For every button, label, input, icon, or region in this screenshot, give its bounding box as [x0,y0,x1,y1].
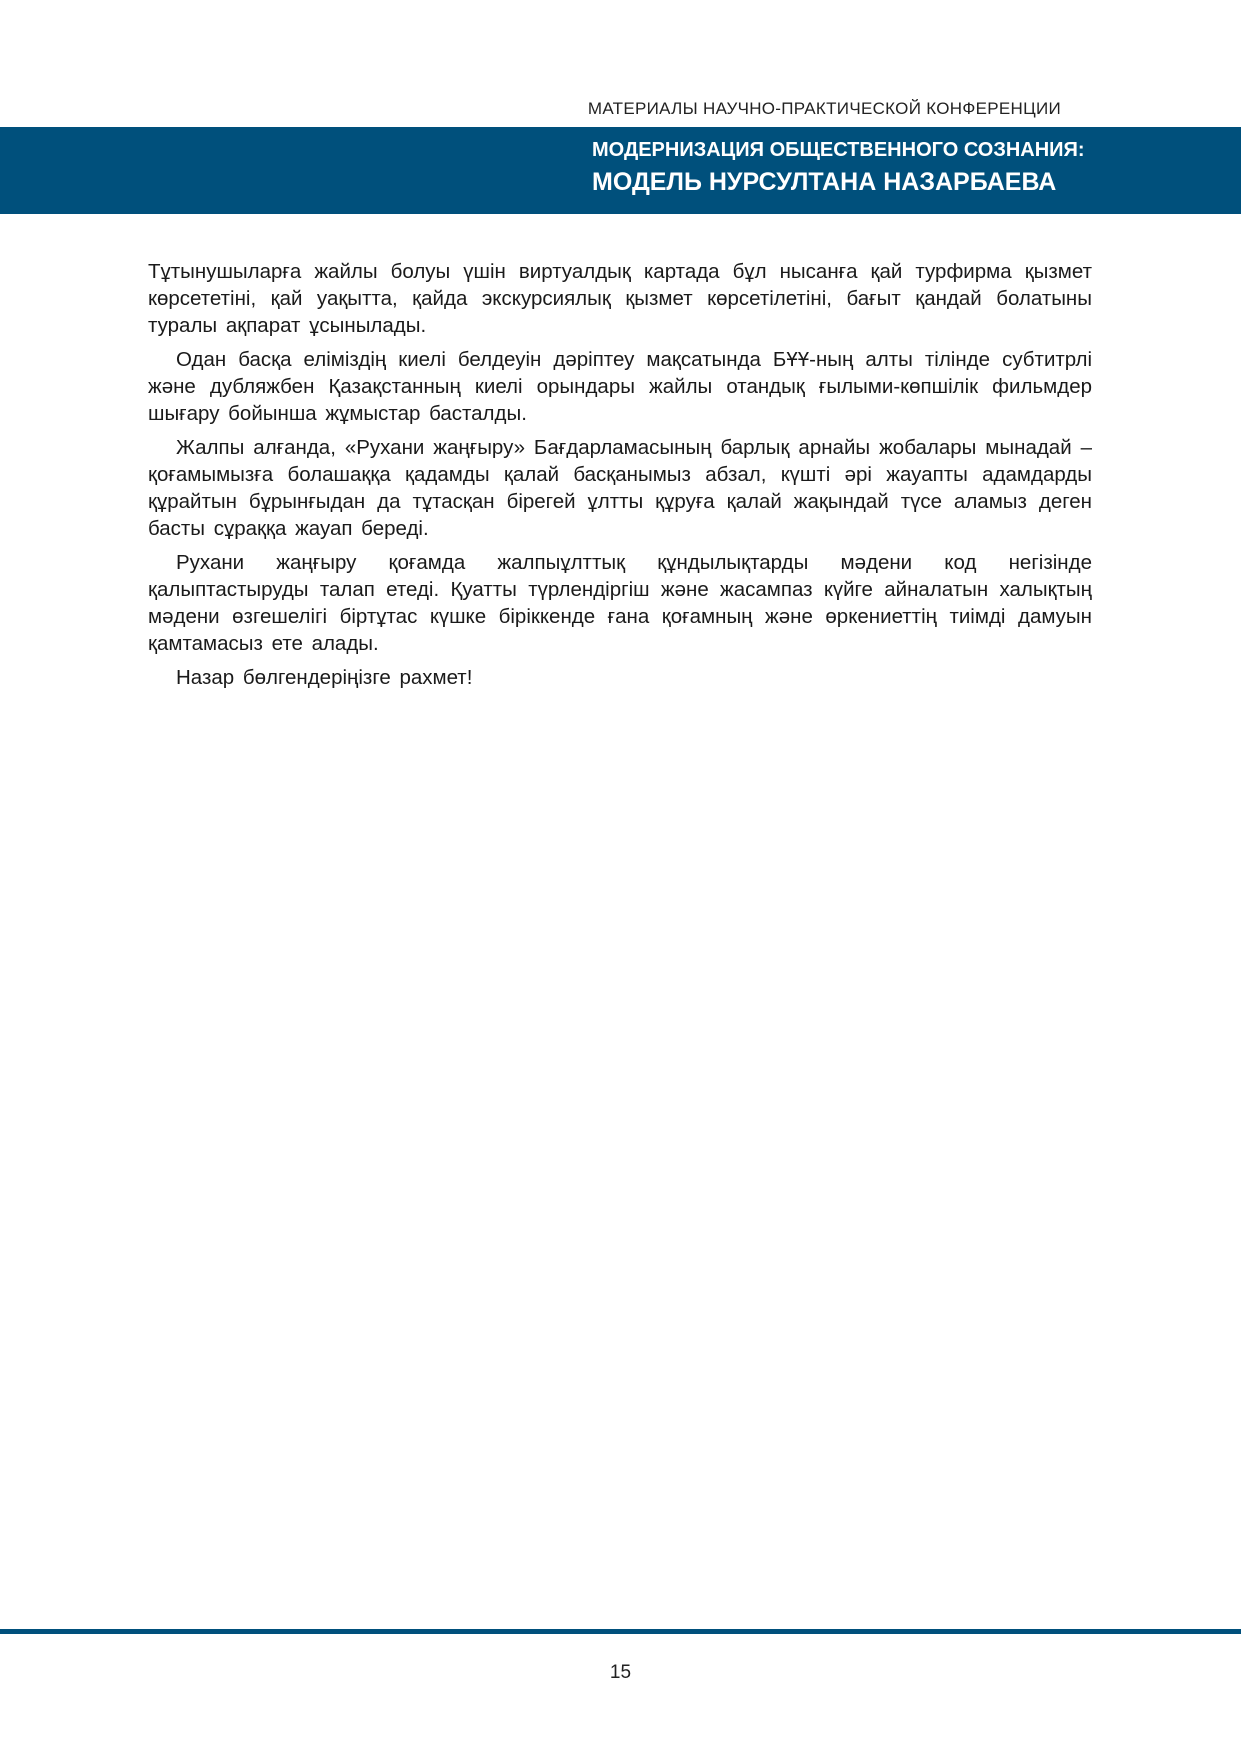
banner-title-line1: МОДЕРНИЗАЦИЯ ОБЩЕСТВЕННОГО СОЗНАНИЯ: [592,139,1085,161]
paragraph-4: Рухани жаңғыру қоғамда жалпыұлттық құндылықтарды мәдени код негізінде қалыптастыруды талап етеді. Қуатты түрлендіргіш және жасампаз күйге айналатын халықтың мәдени өзгешелігі біртұтас күшке біріккенде ғана қоғамның және өркениеттің тиімді дамуын қамтамасыз ете алады. [148,551,1092,655]
paragraph-3: Жалпы алғанда, «Рухани жаңғыру» Бағдарламасының барлық арнайы жобалары мынадай – қоғамымызға болашаққа қадамды қалай басқанымыз абзал, күшті әрі жауапты адамдарды құрайтын бұрынғыдан да тұтасқан бірегей ұлтты құруға қалай жақындай түсе аламыз деген басты сұраққа жауап береді. [148,436,1092,540]
title-banner [0,127,1241,214]
paragraph-2: Одан басқа еліміздің киелі белдеуін дәріптеу мақсатында БҰҰ-ның алты тілінде субтитрлі және дубляжбен Қазақстанның киелі орындары жайлы отандық ғылыми-көпшілік фильмдер шығару бойынша жұмыстар басталды. [148,348,1092,425]
banner-title-line2: МОДЕЛЬ НУРСУЛТАНА НАЗАРБАЕВА [592,168,1057,196]
footer-rule [0,1629,1241,1634]
paragraph-5: Назар бөлгендеріңізге рахмет! [176,666,473,689]
running-header: МАТЕРИАЛЫ НАУЧНО-ПРАКТИЧЕСКОЙ КОНФЕРЕНЦИИ [587,99,1061,118]
paragraph-1: Тұтынушыларға жайлы болуы үшін виртуалдық картада бұл нысанға қай турфирма қызмет көрсететіні, қай уақытта, қайда экскурсиялық қызмет көрсетілетіні, бағыт қандай болатыны туралы ақпарат ұсынылады. [148,260,1092,337]
page-number: 15 [609,1662,632,1683]
body-text [148,258,1092,698]
